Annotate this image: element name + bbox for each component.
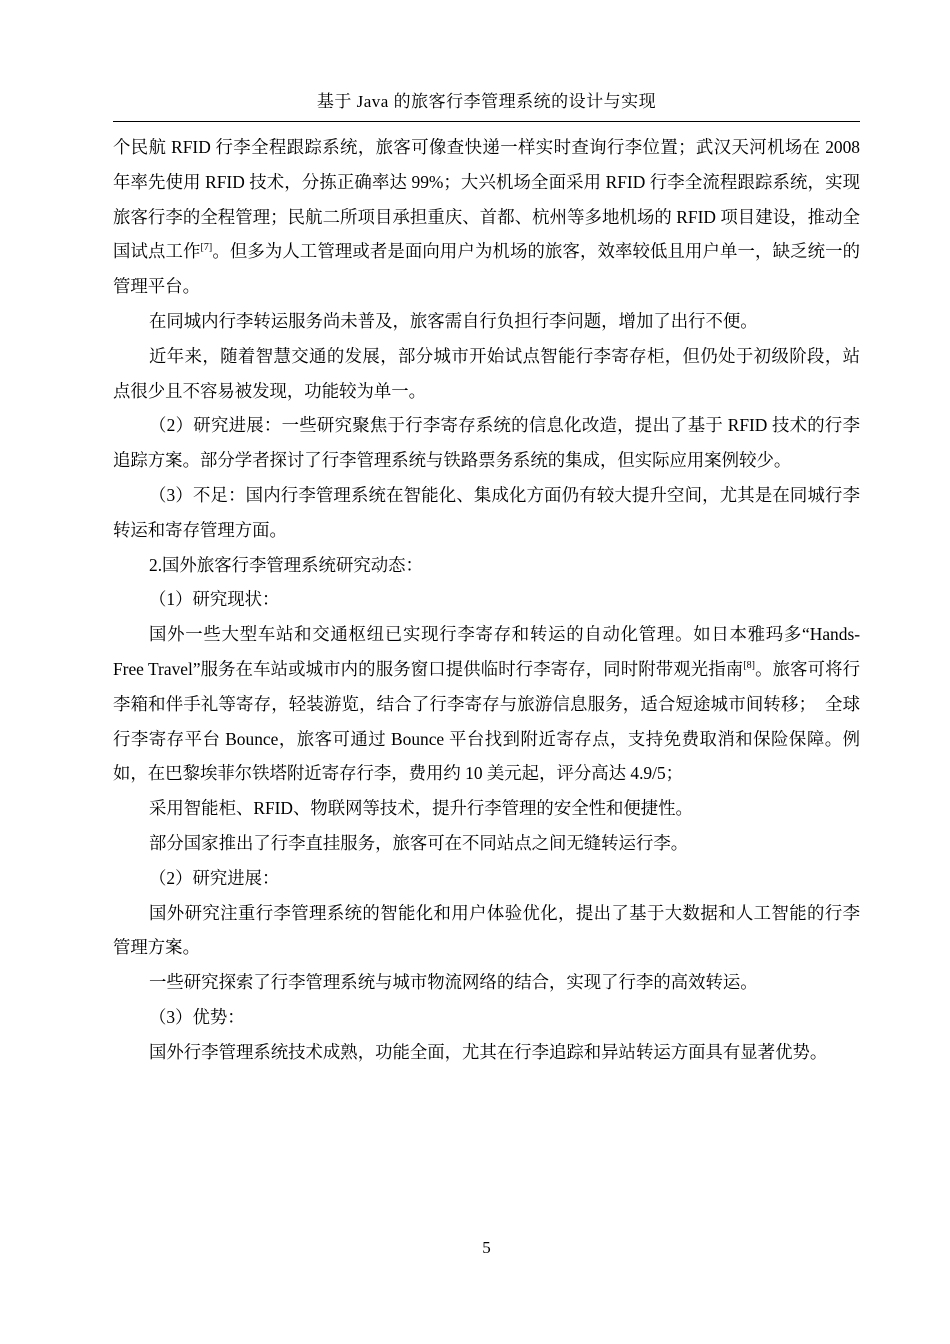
header-rule — [113, 121, 860, 122]
paragraph — [113, 617, 860, 791]
paragraph-text: 国外一些大型车站和交通枢纽已实现行李寄存和转运的自动化管理。如日本雅玛多“Hands-Free Travel”服务在车站或城市内的服务窗口提供临时行李寄存，同时附带观光指南 — [113, 624, 860, 679]
section-heading: 2.国外旅客行李管理系统研究动态： — [149, 554, 423, 575]
subsection-heading: （2）研究进展： — [149, 867, 280, 888]
citation-ref-8: [8] — [743, 660, 755, 672]
paragraph-continued — [113, 130, 860, 304]
main-text — [113, 130, 860, 1070]
paragraph: 国外研究注重行李管理系统的智能化和用户体验优化，提出了基于大数据和人工智能的行李管理方案。 — [113, 902, 860, 958]
paragraph: （2）研究进展：一些研究聚焦于行李寄存系统的信息化改造，提出了基于 RFID 技术的行李追踪方案。部分学者探讨了行李管理系统与铁路票务系统的集成，但实际应用案例较少。 — [113, 415, 860, 471]
paragraph-text: 。但多为人工管理或者是面向用户为机场的旅客，效率较低且用户单一，缺乏统一的管理平台。 — [113, 241, 860, 297]
paragraph: 采用智能柜、RFID、物联网等技术，提升行李管理的安全性和便捷性。 — [149, 798, 693, 819]
paragraph-text: 。旅客可将行李箱和伴手礼等寄存，轻装游览，结合了行李寄存与旅游信息服务，适合短途城市间转移； 全球行李寄存平台 Bounce，旅客可通过 Bounce 平台找到附近寄存点，支持免费取消和保险保障。例如，在巴黎埃菲尔铁塔附近寄存行李，费用约 10 美元起，评分高达 4.9/5； — [113, 658, 860, 784]
page-number: 5 — [482, 1238, 491, 1257]
paragraph: 国外行李管理系统技术成熟，功能全面，尤其在行李追踪和异站转运方面具有显著优势。 — [149, 1041, 828, 1062]
subsection-heading: （3）优势： — [149, 1006, 245, 1027]
page-header — [113, 88, 860, 120]
running-title: 基于 Java 的旅客行李管理系统的设计与实现 — [316, 92, 657, 111]
paragraph-text: 个民航 RFID 行李全程跟踪系统，旅客可像查快递一样实时查询行李位置；武汉天河机场在 2008 年率先使用 RFID 技术，分拣正确率达 99%；大兴机场全面采用 RFID 行李全流程跟踪系统，实现旅客行李的全程管理；民航二所项目承担重庆、首都、杭州等多地机场的 RFID 项目建设，推动全国试点工作 — [113, 137, 860, 262]
paragraph: 在同城内行李转运服务尚未普及，旅客需自行负担行李问题，增加了出行不便。 — [149, 310, 758, 331]
paragraph: 近年来，随着智慧交通的发展，部分城市开始试点智能行李寄存柜，但仍处于初级阶段，站点很少且不容易被发现，功能较为单一。 — [113, 345, 860, 401]
paragraph: 部分国家推出了行李直挂服务，旅客可在不同站点之间无缝转运行李。 — [149, 832, 689, 853]
paragraph: （3）不足：国内行李管理系统在智能化、集成化方面仍有较大提升空间，尤其是在同城行李转运和寄存管理方面。 — [113, 484, 860, 540]
citation-ref-7: [7] — [200, 242, 213, 254]
paragraph: 一些研究探索了行李管理系统与城市物流网络的结合，实现了行李的高效转运。 — [149, 972, 758, 993]
subsection-heading: （1）研究现状： — [149, 589, 280, 610]
